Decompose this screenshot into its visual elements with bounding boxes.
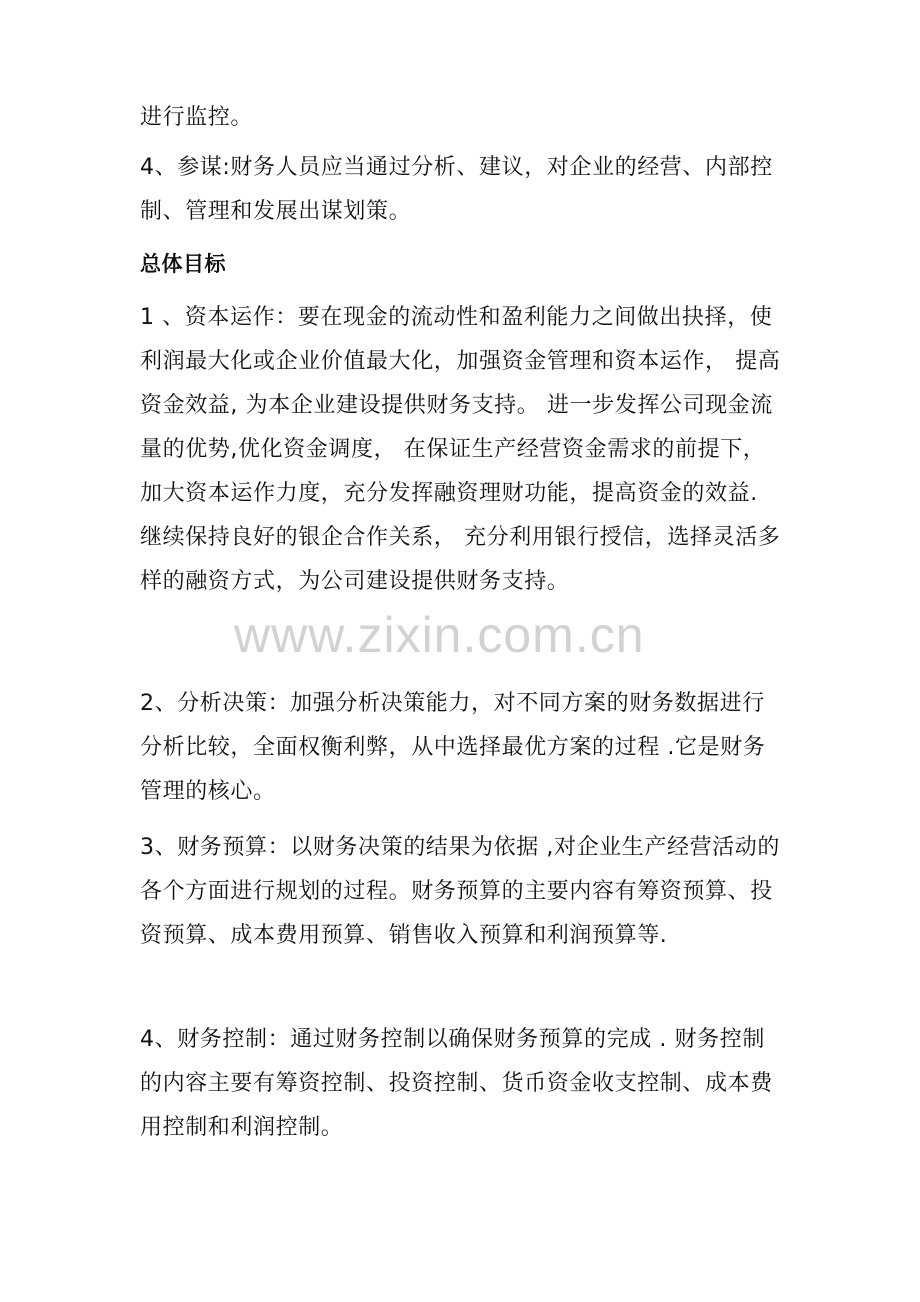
paragraph-financial-control: 4、财务控制：通过财务控制以确保财务预算的完成 . 财务控制的内容主要有筹资控制、投资控制、货币资金收支控制、成本费用控制和利润控制。 [140,1027,773,1140]
paragraph-advisory: 4、参谋:财务人员应当通过分析、建议，对企业的经营、内部控制、管理和发展出谋划策。 [140,155,773,224]
paragraph-capital-operation: 1 、资本运作：要在现金的流动性和盈利能力之间做出抉择，使利润最大化或企业价值最大化，加强资金管理和资本运作， 提高资金效益, 为本企业建设提供财务支持。 进一步发挥公司现金流量的优势,优化资金调度， 在保证生产经营资金需求的前提下，加大资本运作力度，充分发挥融资理财功能，提高资金的效益. 继续保持良好的银企合作关系， 充分利用银行授信，选择灵活多样的融资方式，为公司建设提供财务支持。 [140,305,781,594]
section-heading-overall-goals: 总体目标 [140,252,226,276]
watermark: www.zixin.com.cn [234,607,645,663]
paragraph-monitoring: 进行监控。 [140,105,254,130]
paragraph-financial-budget: 3、财务预算：以财务决策的结果为依据 ,对企业生产经营活动的各个方面进行规划的过程。财务预算的主要内容有筹资预算、投资预算、成本费用预算、销售收入预算和利润预算等. [140,835,780,948]
paragraph-analysis-decision: 2、分析决策：加强分析决策能力，对不同方案的财务数据进行分析比较，全面权衡利弊，从中选择最优方案的过程 .它是财务管理的核心。 [140,691,766,804]
